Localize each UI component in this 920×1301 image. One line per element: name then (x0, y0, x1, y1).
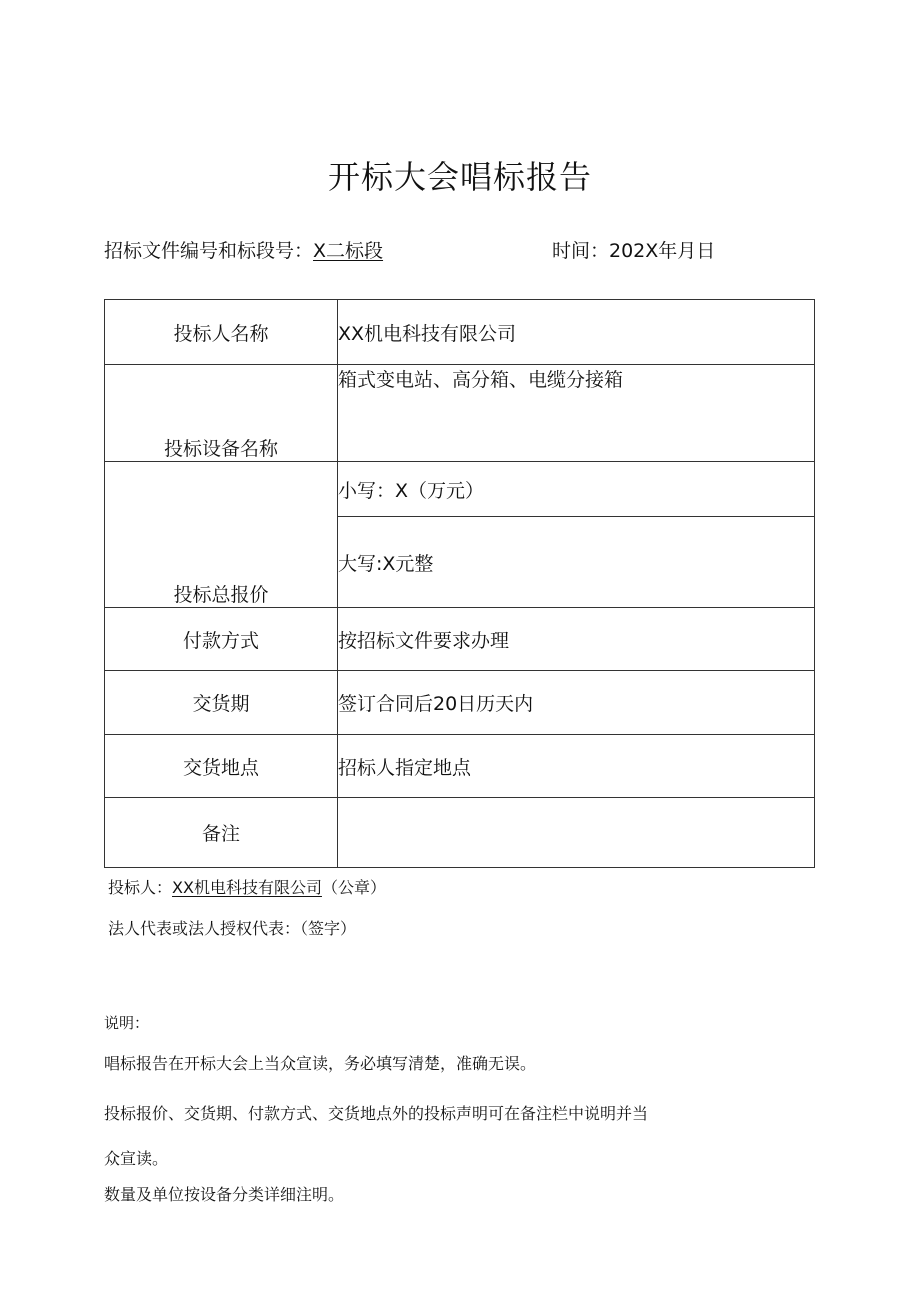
total-price-label: 投标总报价 (105, 462, 338, 608)
bidder-seal: （公章） (321, 878, 386, 897)
bidder-name-label: 投标人名称 (105, 300, 338, 365)
date-line: 时间：202X年月日 (552, 240, 716, 262)
table-row (105, 608, 815, 671)
delivery-place-value: 招标人指定地点 (338, 735, 815, 798)
table-row (105, 300, 815, 365)
payment-value: 按招标文件要求办理 (338, 608, 815, 671)
price-lowercase: 小写：X（万元） (338, 462, 815, 517)
bidder-company: XX机电科技有限公司 (172, 878, 322, 897)
table-row (105, 671, 815, 735)
note-line: 数量及单位按设备分类详细注明。 (104, 1185, 345, 1204)
table-row (105, 462, 815, 517)
delivery-period-label: 交货期 (105, 671, 338, 735)
bid-number-label: 招标文件编号和标段号： (104, 240, 314, 262)
notes-heading: 说明： (104, 1014, 150, 1032)
price-uppercase: 大写:X元整 (338, 517, 815, 608)
bidder-label: 投标人： (108, 878, 173, 897)
representative-line: 法人代表或法人授权代表：（签字） (108, 919, 357, 938)
bidder-signature-line (108, 875, 386, 898)
bidder-name-value: XX机电科技有限公司 (338, 300, 815, 365)
table-row (105, 798, 815, 868)
bid-number-line (104, 236, 383, 263)
delivery-period-value: 签订合同后20日历天内 (338, 671, 815, 735)
note-line: 投标报价、交货期、付款方式、交货地点外的投标声明可在备注栏中说明并当 (104, 1104, 649, 1123)
bid-report-table (104, 299, 815, 868)
table-row (105, 365, 815, 462)
page-title: 开标大会唱标报告 (327, 158, 592, 196)
note-line: 唱标报告在开标大会上当众宣读，务必填写清楚，准确无误。 (104, 1054, 537, 1073)
payment-label: 付款方式 (105, 608, 338, 671)
delivery-place-label: 交货地点 (105, 735, 338, 798)
equipment-value: 箱式变电站、高分箱、电缆分接箱 (338, 365, 815, 462)
remarks-value (338, 798, 815, 868)
equipment-label: 投标设备名称 (105, 365, 338, 462)
note-line: 众宣读。 (104, 1149, 169, 1168)
remarks-label: 备注 (105, 798, 338, 868)
table-row (105, 735, 815, 798)
bid-number-value: X二标段 (313, 240, 384, 262)
